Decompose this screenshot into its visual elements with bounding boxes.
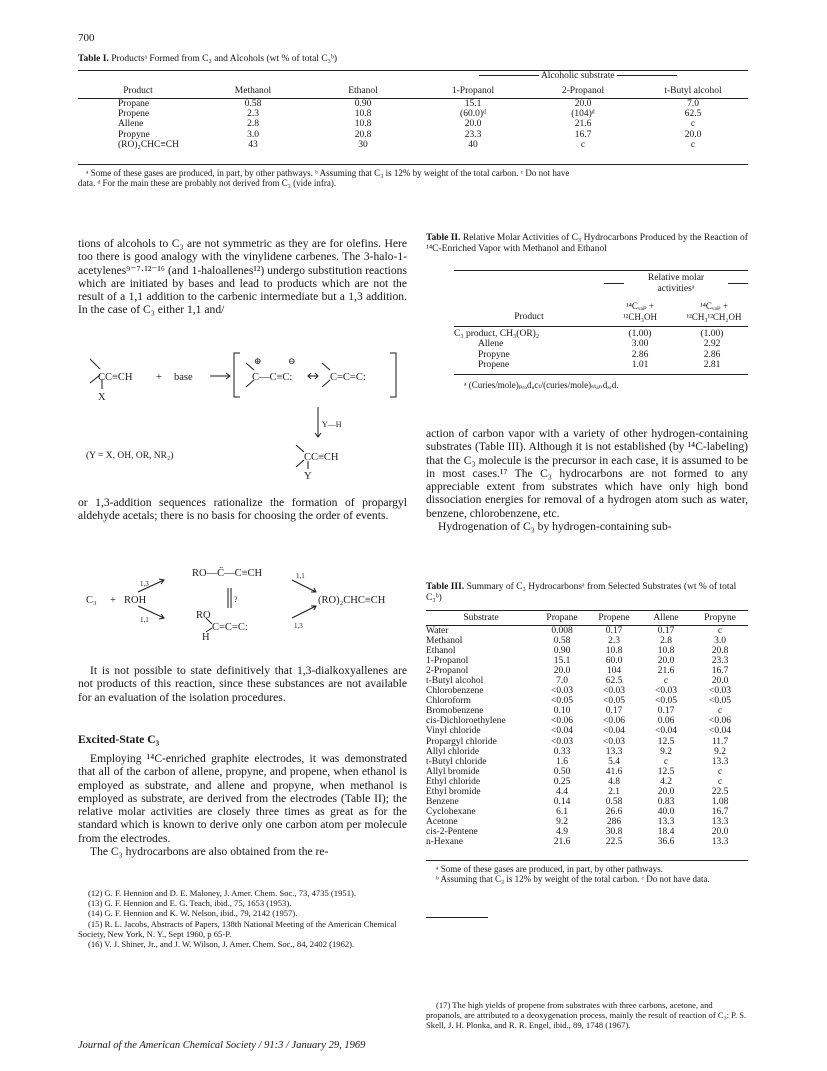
scheme2-plus: + <box>110 595 116 606</box>
table2-title: Relative Molar Activities of C₃ Hydrocarbons Produced by the Reaction of ¹⁴C-Enriched Vapor with Methanol and Ethanol <box>426 233 748 254</box>
table1-col-ethanol: Ethanol <box>348 86 378 97</box>
table-row: Propene 2.3 10.8 (60.0)ᵈ (104)ᵈ 62.5 <box>118 108 702 119</box>
table-row: t-Butyl alcohol 7.0 62.5 c 20.0 <box>426 675 729 686</box>
table-row: Allene 2.8 10.8 20.0 21.6 c <box>118 119 696 130</box>
left-paragraph-3: It is not possible to state definitively that 1,3-dialkoxyallenes are not products of this reaction, since these substances are not available for an evaluation of the isolation procedures. <box>78 664 407 704</box>
table-row: 2-Propanol 20.0 104 21.6 16.7 <box>426 665 729 676</box>
table-row: t-Butyl chloride 1.6 5.4 c 13.3 <box>426 756 729 767</box>
scheme1-resonance-left: C—C≡C: <box>252 372 293 383</box>
scheme2-lower-h: H <box>202 632 210 643</box>
table2-label: Table II. <box>426 233 461 243</box>
table1-col-1-propanol: 1-Propanol <box>451 86 495 97</box>
scheme1-bond <box>296 460 304 467</box>
reference-item: (12) G. F. Hennion and D. E. Maloney, J. Amer. Chem. Soc., 73, 4735 (1951). <box>88 888 356 898</box>
table-row: cis-2-Pentene 4.9 30.8 18.4 20.0 <box>426 827 729 838</box>
table3-col-propyne: Propyne <box>704 613 736 624</box>
scheme2-product: (RO)₂CHC≡CH <box>318 595 386 606</box>
scheme1-bracket-right <box>390 353 396 397</box>
table1-title: Productsᵃ Formed from C₃ and Alcohols (wt % of total C₃ᵇ) <box>111 54 338 64</box>
table3-header-row <box>426 612 748 625</box>
table3-label: Table III. <box>426 582 465 592</box>
scheme1-bond <box>246 363 254 370</box>
table-row: Vinyl chloride <0.04 <0.04 <0.04 <0.04 <box>426 726 731 737</box>
table1-col-2-propanol: 2-Propanol <box>561 86 605 97</box>
scheme2-label-13-left: 1,3 <box>140 580 149 588</box>
table1-bottom-rule <box>78 164 748 165</box>
scheme1-reactant: CC≡CH <box>98 372 133 383</box>
table-row: Benzene 0.14 0.58 0.83 1.08 <box>426 797 729 808</box>
table-row: Ethanol 0.90 10.8 10.8 20.8 <box>426 645 729 656</box>
table-row: Allene 3.00 2.92 <box>478 339 721 350</box>
scheme2-arrow-upper-product <box>292 580 316 592</box>
scheme1-base: base <box>174 372 193 383</box>
scheme1-bond <box>322 380 330 387</box>
table3-title: Summary of C₃ Hydrocarbonsᵃ from Selected Substrates (wt % of total C₃ᵇ) <box>426 582 737 603</box>
table-row: Water 0.008 0.17 0.17 c <box>426 625 723 636</box>
table-row: n-Hexane 21.6 22.5 36.6 13.3 <box>426 837 729 848</box>
scheme2-label-11-right: 1,1 <box>296 572 305 580</box>
table3-top-rule <box>426 610 748 611</box>
scheme1-bond <box>90 359 100 369</box>
table2-footnote: ᵃ (Curies/mole)ₚᵣₒdᵤcₜ/(curies/mole)ₛₜₐₙdₐᵣd. <box>464 380 619 390</box>
left-paragraph-4: Employing ¹⁴C-enriched graphite electrodes, it was demonstrated that all of the carbon of allene, propyne, and propene, when ethanol is employed as substrate, and allene and propyne, when methanol is employed as substrate, are derived from the electrodes (Table II); the relative molar activities are closely three times as great as for the standard which is known to derive only one carbon atom per molecule from the electrodes. The C₃ hydrocarbons are also obtained from the re- <box>78 752 407 859</box>
scheme1-bracket-left <box>234 353 240 397</box>
scheme1-y-definition: (Y = X, OH, OR, NR₂) <box>86 451 174 461</box>
scheme1-product: CC≡CH <box>304 452 339 463</box>
table2 <box>454 329 748 371</box>
references <box>78 888 407 949</box>
scheme2-roh: ROH <box>124 595 147 606</box>
table2-caption <box>426 233 748 255</box>
page-number: 700 <box>78 32 95 44</box>
table-row: Propyne 2.86 2.86 <box>478 349 721 360</box>
scheme-1 <box>78 345 408 485</box>
table2-col1-header: ¹⁴Cᵥₐₚ + ¹²CH₃OH <box>622 301 658 322</box>
table2-group-rule-right <box>728 283 748 284</box>
footnote-17: (17) The high yields of propene from substrates with three carbons, acetone, and propanols, are attributed to a deoxygenation process, mainly the result of reaction of C₃: P. S. Skell, J. H. Plonka, and R. R. Engel, ibid., 89, 1748 (1967). <box>426 1000 747 1031</box>
scheme1-charge-minus: ⊖ <box>288 356 296 366</box>
scheme2-upper: RO—C̈—C≡CH <box>192 568 263 579</box>
scheme2-c3: C₃ <box>86 595 97 606</box>
table1-footnote: ᵃ Some of these gases are produced, in part, by other pathways. ᵇ Assuming that C₃ is 12% by weight of the total carbon. ᶜ Do not have data. ᵈ For the main these are probably not derived from C₃ (vide infra). <box>78 168 570 189</box>
table3-footnote: ᵃ Some of these gases are produced, in part, by other pathways. ᵇ Assuming that C₃ is 12% by weight of the total carbon. ᶜ Do not have data. <box>436 864 710 885</box>
section-heading: Excited-State C₃ <box>78 733 160 746</box>
scheme2-lower-ro: RO <box>196 610 211 621</box>
table-row: Allyl bromide 0.50 41.6 12.5 c <box>426 766 723 777</box>
journal-footer: Journal of the American Chemical Society / 91:3 / January 29, 1969 <box>78 1040 366 1051</box>
reference-item: (14) G. F. Hennion and K. W. Nelson, ibid., 79, 2142 (1957). <box>88 908 298 919</box>
table1-col-methanol: Methanol <box>234 86 272 97</box>
table-row: Acetone 9.2 286 13.3 13.3 <box>426 817 729 828</box>
table1-col-product: Product <box>123 86 153 97</box>
scheme1-product-sub: Y <box>304 471 312 482</box>
table-row: 1-Propanol 15.1 60.0 20.0 23.3 <box>426 655 729 666</box>
table-row: C₃ product, CH₃(OR)₂ (1.00) (1.00) <box>454 329 724 339</box>
table-row: Chlorobenzene <0.03 <0.03 <0.03 <0.03 <box>426 686 731 697</box>
table1 <box>78 85 748 151</box>
scheme-2 <box>78 562 408 644</box>
table1-label: Table I. <box>78 54 109 64</box>
table-row: Propane 0.58 0.90 15.1 20.0 7.0 <box>118 98 699 109</box>
table2-col2-header: ¹⁴Cᵥₐₚ + ¹²CH₃¹²CH₂OH <box>686 301 742 322</box>
table-row: Propargyl chloride <0.03 <0.03 12.5 11.7 <box>426 736 729 747</box>
table1-col-t-butyl: t-Butyl alcohol <box>664 86 722 97</box>
scheme1-bond <box>296 445 304 452</box>
table2-group-header: Relative molar activitiesᵃ <box>647 273 705 294</box>
table3-col-propane: Propane <box>546 613 578 624</box>
table-row: Methanol 0.58 2.3 2.8 3.0 <box>426 635 726 646</box>
scheme1-reagent: Y—H <box>322 420 342 429</box>
table2-group-rule-left <box>604 283 624 284</box>
table2-bottom-rule <box>454 374 748 375</box>
reference-item: (15) R. L. Jacobs, Abstracts of Papers, 138th National Meeting of the American Chemical Society, New York, N. Y., Sept 1960, p 65-P. <box>78 918 397 939</box>
reference-item: (13) G. F. Hennion and E. G. Teach, ibid., 75, 1653 (1953). <box>88 898 292 909</box>
left-paragraph-1: tions of alcohols to C₃ are not symmetric as they are for olefins. Here too there is good analogy with the vinylidene carbenes. The 3-halo-1-acetylenes⁹⁻⁷·¹²⁻¹⁶ (and 1-haloallenes¹²) undergo substitution reactions which are initiated by bases and lead to products which are not the result of a 1,1 addition to the carbenic intermediate but a 1,3 addition. In the case of C₃ either 1,1 and/ <box>78 237 407 317</box>
table3 <box>426 612 748 848</box>
scheme1-plus: + <box>156 372 162 383</box>
table3-col-allene: Allene <box>653 613 679 624</box>
table2-col-product: Product <box>514 312 544 322</box>
scheme1-resonance-right: C=C=C: <box>330 372 366 383</box>
scheme1-leaving-group: X <box>98 392 106 403</box>
table1-group-header: Alcoholic substrate <box>408 71 748 81</box>
table2-top-rule <box>454 270 748 271</box>
scheme2-arrow-lower-product <box>292 606 316 618</box>
scheme1-bond <box>322 363 330 370</box>
scheme2-label-11-left: 1,1 <box>140 616 149 624</box>
table-row: Bromobenzene 0.10 0.17 0.17 c <box>426 706 723 717</box>
scheme2-lower: C=C=C: <box>212 622 248 633</box>
footnote-separator <box>426 917 488 918</box>
table-row: Ethyl chloride 0.25 4.8 4.2 c <box>426 776 723 787</box>
table-row: Chloroform <0.05 <0.05 <0.05 <0.05 <box>426 696 731 707</box>
scheme1-charge-plus: ⊕ <box>254 356 262 366</box>
table-row: Propene 1.01 2.81 <box>478 360 721 371</box>
table1-header-row <box>78 85 748 98</box>
table3-col-propene: Propene <box>598 613 630 624</box>
reference-item: (16) V. J. Shiner, Jr., and J. W. Wilson, J. Amer. Chem. Soc., 84, 2402 (1962). <box>88 939 355 950</box>
table1-caption <box>78 54 778 65</box>
table3-caption <box>426 582 748 604</box>
table-row: Allyl chloride 0.33 13.3 9.2 9.2 <box>426 746 726 757</box>
table-row: Propyne 3.0 20.8 23.3 16.7 20.0 <box>118 129 702 140</box>
table-row: Cyclohexane 6.1 26.6 40.0 16.7 <box>426 807 729 818</box>
table-row: cis-Dichloroethylene <0.06 <0.06 0.06 <0.06 <box>426 716 731 727</box>
table3-col-substrate: Substrate <box>463 613 499 624</box>
table2-header-rule <box>454 326 748 327</box>
table-row: (RO)₂CHC≡CH 43 30 40 c c <box>118 140 696 151</box>
right-paragraph-1: action of carbon vapor with a variety of other hydrogen-containing substrates (Table III). Although it is not established (by ¹⁴C-labeling) that the C₃ molecule is the precursor in each case, it is assumed to be in most cases.¹⁷ The C₃ hydrocarbons are not formed to any appreciable extent from substrates which have only high bond dissociation energies for removal of a hydrogen atom such as water, benzene, chlorobenzene, etc. Hydrogenation of C₃ by hydrogen-containing sub- <box>426 427 748 534</box>
scheme2-label-13-right: 1,3 <box>294 622 303 630</box>
scheme2-question: ? <box>234 595 238 604</box>
table-row: Ethyl bromide 4.4 2.1 20.0 22.5 <box>426 787 729 797</box>
left-paragraph-2: or 1,3-addition sequences rationalize the formation of propargyl aldehyde acetals; there is no basis for choosing the order of events. <box>78 496 407 523</box>
table3-bottom-rule <box>426 860 748 861</box>
